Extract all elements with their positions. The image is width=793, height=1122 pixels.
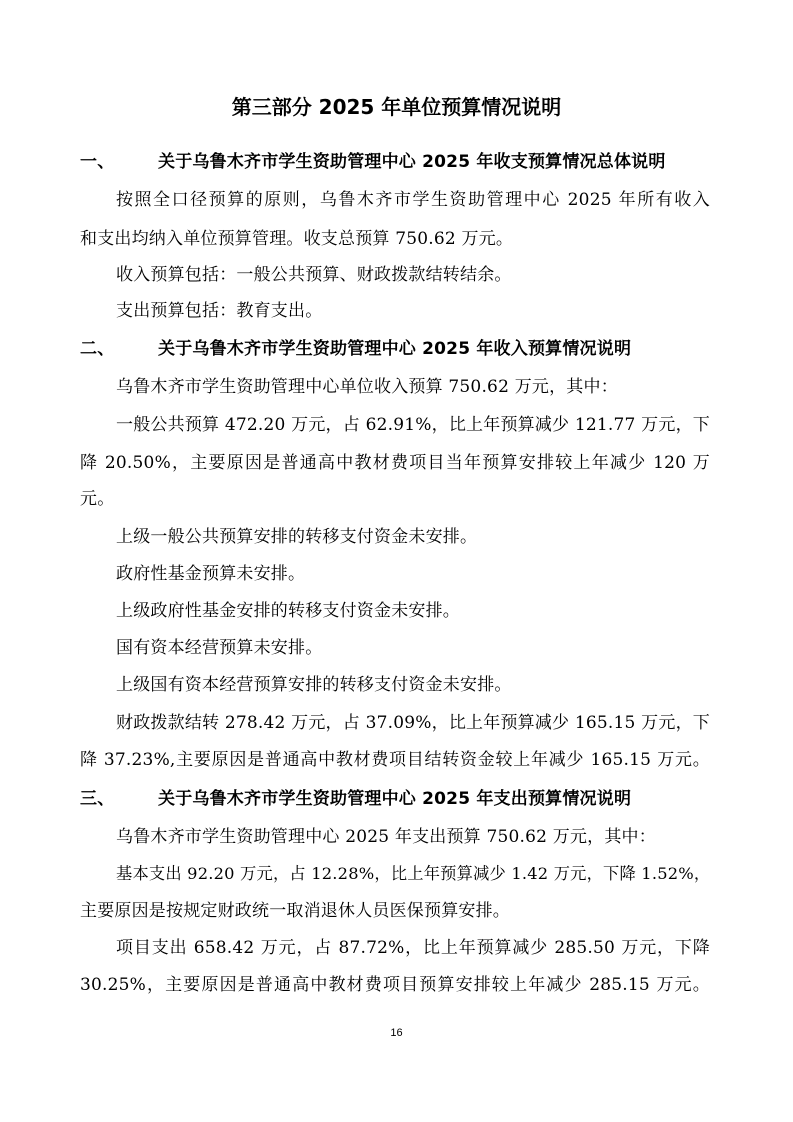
paragraph-line: 一般公共预算 472.20 万元，占 62.91%，比上年预算减少 121.77 万元，下 (116, 415, 710, 435)
section-heading-text: 关于乌鲁木齐市学生资助管理中心 2025 年支出预算情况说明 (158, 789, 632, 809)
section-heading-3 (80, 787, 631, 811)
paragraph-line: 上级一般公共预算安排的转移支付资金未安排。 (116, 527, 478, 547)
paragraph-line: 主要原因是按规定财政统一取消退休人员医保预算安排。 (80, 901, 510, 921)
paragraph-line: 支出预算包括：教育支出。 (116, 301, 323, 321)
section-heading-2 (80, 337, 631, 361)
paragraph-line: 降 37.23%,主要原因是普通高中教材费项目结转资金较上年减少 165.15 万元。 (80, 750, 710, 770)
section-number: 三、 (80, 789, 115, 809)
paragraph-line: 政府性基金预算未安排。 (116, 564, 306, 584)
section-number: 二、 (80, 339, 115, 359)
section-heading-text: 关于乌鲁木齐市学生资助管理中心 2025 年收入预算情况说明 (158, 339, 632, 359)
paragraph-line: 乌鲁木齐市学生资助管理中心单位收入预算 750.62 万元，其中： (116, 377, 618, 397)
paragraph-line: 国有资本经营预算未安排。 (116, 638, 323, 658)
paragraph-line: 财政拨款结转 278.42 万元，占 37.09%，比上年预算减少 165.15 万元，下 (116, 713, 710, 733)
page-number: 16 (390, 1027, 403, 1039)
paragraph-line: 项目支出 658.42 万元，占 87.72%，比上年预算减少 285.50 万元，下降 (116, 938, 710, 958)
paragraph-line: 上级国有资本经营预算安排的转移支付资金未安排。 (116, 675, 512, 695)
paragraph-line: 元。 (80, 489, 115, 509)
paragraph-line: 30.25%，主要原因是普通高中教材费项目预算安排较上年减少 285.15 万元。 (80, 975, 710, 995)
paragraph-line: 和支出均纳入单位预算管理。收支总预算 750.62 万元。 (80, 229, 514, 249)
page-title: 第三部分 2025 年单位预算情况说明 (231, 95, 562, 119)
paragraph-line: 乌鲁木齐市学生资助管理中心 2025 年支出预算 750.62 万元，其中： (116, 827, 656, 847)
section-heading-1 (80, 150, 666, 174)
paragraph-line: 上级政府性基金安排的转移支付资金未安排。 (116, 601, 460, 621)
section-heading-text: 关于乌鲁木齐市学生资助管理中心 2025 年收支预算情况总体说明 (158, 152, 666, 172)
paragraph-line: 降 20.50%，主要原因是普通高中教材费项目当年预算安排较上年减少 120 万 (80, 453, 710, 473)
paragraph-line: 基本支出 92.20 万元，占 12.28%，比上年预算减少 1.42 万元，下降 1.52%， (116, 864, 711, 883)
paragraph-line: 收入预算包括：一般公共预算、财政拨款结转结余。 (116, 265, 512, 285)
section-number: 一、 (80, 152, 115, 172)
paragraph-line: 按照全口径预算的原则，乌鲁木齐市学生资助管理中心 2025 年所有收入 (116, 190, 710, 210)
